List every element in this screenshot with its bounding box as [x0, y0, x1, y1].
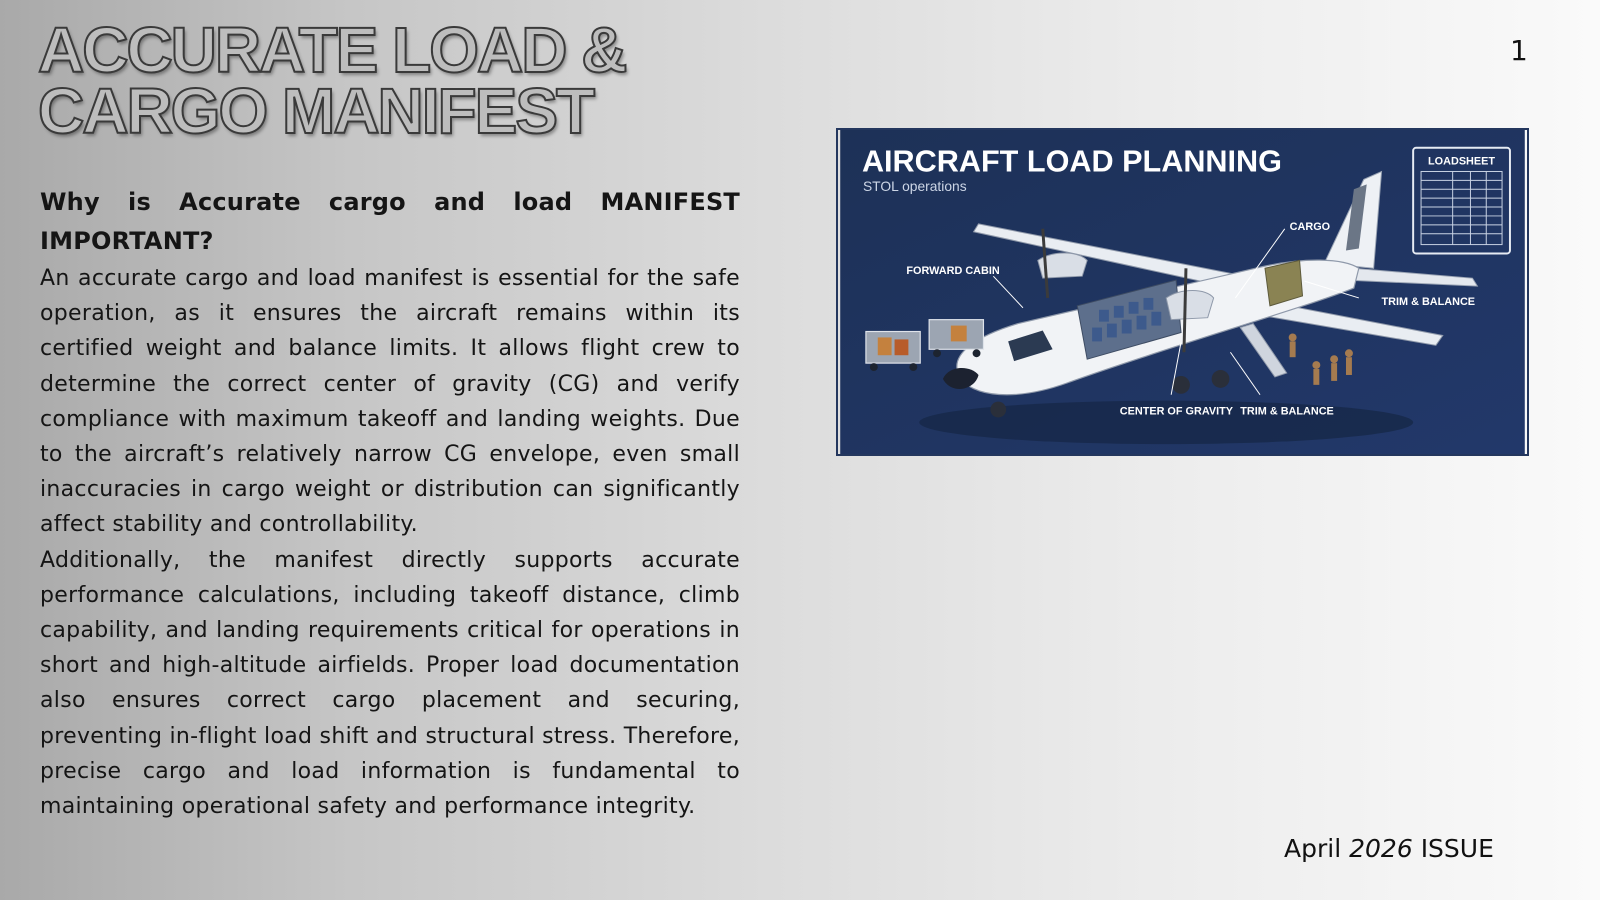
label-trim-balance-right: TRIM & BALANCE	[1381, 295, 1476, 308]
issue-year: 2026	[1349, 834, 1413, 863]
label-cargo: CARGO	[1289, 220, 1331, 233]
issue-suffix: ISSUE	[1420, 834, 1494, 863]
loadsheet-label: LOADSHEET	[1428, 155, 1496, 168]
label-forward-cabin: FORWARD CABIN	[906, 265, 1000, 278]
illustration-title: AIRCRAFT LOAD PLANNING	[861, 144, 1282, 179]
illustration-subtitle: STOL operations	[862, 178, 967, 195]
title-line-2: CARGO MANIFEST	[38, 75, 594, 147]
page-title	[38, 14, 626, 147]
article	[40, 183, 740, 824]
page-number: 1	[1510, 34, 1528, 67]
aircraft-load-planning-illustration	[836, 128, 1529, 456]
title-line-1: ACCURATE LOAD &	[38, 14, 626, 86]
article-paragraph-1: An accurate cargo and load manifest is essential for the safe operation, as it ensures the aircraft remains within its certified weight and balance limits. It allows flight crew to determine the correct center of gravity (CG) and verify compliance with maximum takeoff and landing weights. Due to the aircraft’s relatively narrow CG envelope, even small inaccuracies in cargo weight or distribution can significantly affect stability and controllability.	[40, 266, 740, 538]
label-center-of-gravity: CENTER OF GRAVITY	[1119, 405, 1234, 418]
issue-label	[1284, 834, 1494, 863]
label-trim-balance-bottom: TRIM & BALANCE	[1240, 405, 1334, 418]
issue-month: April	[1284, 834, 1342, 863]
illustration-canvas	[838, 130, 1527, 454]
article-paragraph-2: Additionally, the manifest directly supports accurate performance calculations, including takeoff distance, climb capability, and landing requirements critical for operations in short and high-altitude airfields. Proper load documentation also ensures correct cargo placement and securing, preventing in-flight load shift and structural stress. Therefore, precise cargo and load information is fundamental to maintaining operational safety and performance integrity.	[40, 547, 740, 820]
article-heading: Why is Accurate cargo and load MANIFEST IMPORTANT?	[40, 188, 740, 255]
